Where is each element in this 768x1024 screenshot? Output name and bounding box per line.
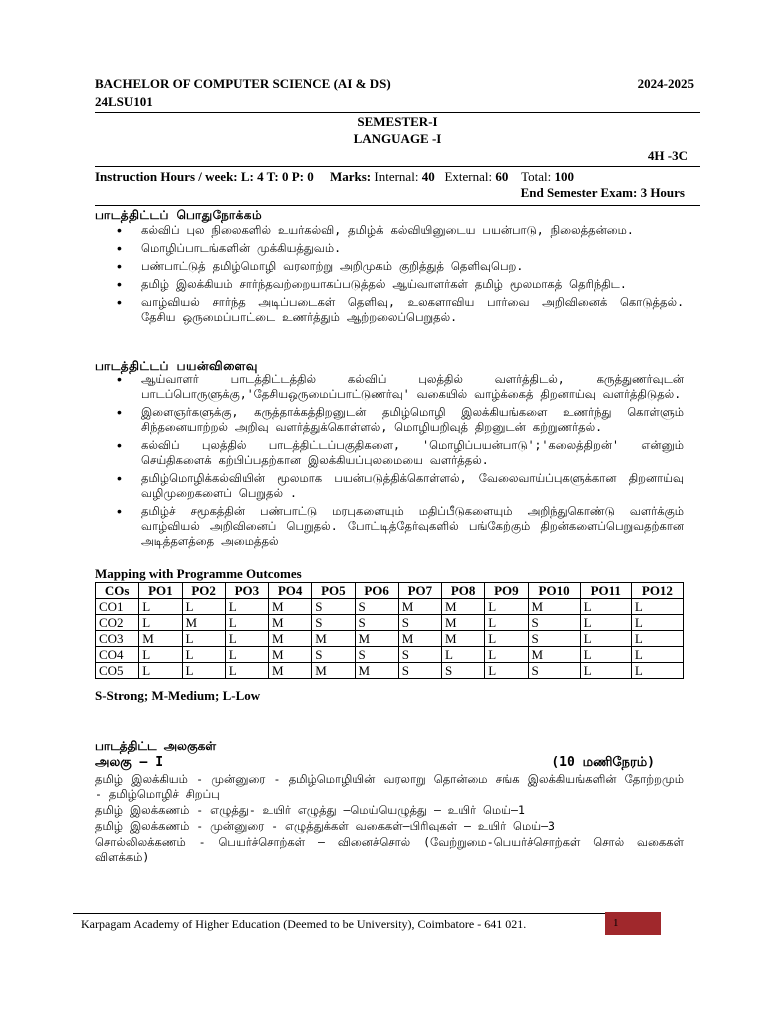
footer-institution: Karpagam Academy of Higher Education (Deemed to be University), Coimbatore - 641 021. bbox=[81, 917, 527, 931]
mapping-cell: S bbox=[528, 615, 580, 631]
objectives-title: பாடத்திட்டப் பொதுநோக்கம் bbox=[95, 208, 263, 222]
academic-year: 2024-2025 bbox=[637, 76, 694, 91]
mapping-cell: M bbox=[528, 599, 580, 615]
mapping-cell: M bbox=[442, 599, 485, 615]
mapping-body bbox=[96, 599, 684, 679]
mapping-title: Mapping with Programme Outcomes bbox=[95, 566, 302, 581]
mapping-cell: L bbox=[485, 615, 528, 631]
course-code: 24LSU101 bbox=[95, 94, 153, 109]
mapping-column-header: PO12 bbox=[631, 583, 683, 599]
instruction-top-divider bbox=[95, 166, 700, 167]
mapping-cell: L bbox=[485, 663, 528, 679]
mapping-cell: L bbox=[485, 647, 528, 663]
mapping-cell: M bbox=[269, 663, 312, 679]
table-row bbox=[96, 663, 684, 679]
mapping-cell: L bbox=[225, 631, 268, 647]
program-title: BACHELOR OF COMPUTER SCIENCE (AI & DS) bbox=[95, 76, 391, 91]
mapping-cell: S bbox=[355, 599, 398, 615]
instruction-hours: Instruction Hours / week: L: 4 T: 0 P: 0 bbox=[95, 169, 314, 184]
syllabus-title: பாடத்திட்ட அலகுகள் bbox=[95, 739, 217, 753]
outcome-item: • ஆய்வாளர் பாடத்திட்டத்தில் கல்விப் புலத்தில் வளர்த்திடல், கருத்துணர்வுடன் பாடப்பொருளுக்கு,'தேசியஒருமைப்பாட்டுணர்வு' வகையில் வாழ்க்கைத் திறனாய்வு வளர்த்திடுதல். bbox=[117, 372, 684, 402]
objective-item: • பண்பாட்டுத் தமிழ்மொழி வரலாற்று அறிமுகம் குறித்துத் தெளிவுபெற. bbox=[117, 259, 684, 274]
mapping-cell: S bbox=[528, 631, 580, 647]
mapping-cell: L bbox=[225, 647, 268, 663]
unit-line: தமிழ் இலக்கணம் - எழுத்து- உயிர் எழுத்து –மெய்யெழுத்து – உயிர் மெய்–1 bbox=[95, 803, 525, 817]
unit-line: சொல்லிலக்கணம் - பெயர்ச்சொற்கள் – வினைச்சொல் (வேற்றுமை-பெயர்ச்சொற்கள் சொல் வகைகள் விளக்கம்) bbox=[95, 835, 684, 864]
mapping-column-header: PO9 bbox=[485, 583, 528, 599]
outcome-item: • இளைஞர்களுக்கு, கருத்தாக்கத்திறனுடன் தமிழ்மொழி இலக்கியங்களை உணர்ந்து கொள்ளும் சிந்தனையாற்றல் அறிவு வளர்த்துக்கொள்ளல், மொழியறிவுத் திறனுடன் கற்றுணர்தல். bbox=[117, 405, 684, 435]
mapping-cell: L bbox=[139, 615, 182, 631]
co-label-cell: CO3 bbox=[96, 631, 139, 647]
mapping-cell: M bbox=[139, 631, 182, 647]
header-divider bbox=[95, 112, 700, 113]
mapping-cell: S bbox=[442, 663, 485, 679]
mapping-cell: M bbox=[442, 615, 485, 631]
internal-value: 40 bbox=[421, 169, 435, 184]
mapping-cell: M bbox=[269, 631, 312, 647]
mapping-cell: L bbox=[631, 663, 683, 679]
mapping-header-row bbox=[96, 583, 684, 599]
footer-divider bbox=[73, 913, 660, 914]
mapping-cell: L bbox=[182, 647, 225, 663]
mapping-cell: M bbox=[398, 631, 441, 647]
mapping-cell: L bbox=[225, 615, 268, 631]
mapping-cell: L bbox=[139, 663, 182, 679]
co-label-cell: CO5 bbox=[96, 663, 139, 679]
page-number: 1 bbox=[605, 912, 661, 935]
mapping-cell: S bbox=[398, 615, 441, 631]
mapping-cell: L bbox=[139, 647, 182, 663]
mapping-column-header: PO10 bbox=[528, 583, 580, 599]
mapping-cell: L bbox=[182, 599, 225, 615]
mapping-column-header: PO4 bbox=[269, 583, 312, 599]
internal-label: Internal: bbox=[374, 169, 419, 184]
mapping-column-header: PO3 bbox=[225, 583, 268, 599]
outcome-item: • தமிழ்மொழிக்கல்வியின் மூலமாக பயன்படுத்திக்கொள்ளல், வேலைவாய்ப்புகளுக்கான திறனாய்வு வழிமுறைகளைப் பெறுதல் . bbox=[117, 471, 684, 501]
external-value: 60 bbox=[495, 169, 509, 184]
mapping-column-header: PO7 bbox=[398, 583, 441, 599]
outcomes-list bbox=[117, 372, 684, 552]
mapping-column-header: PO8 bbox=[442, 583, 485, 599]
marks-label: Marks: bbox=[329, 169, 372, 184]
objective-item: • கல்விப் புல நிலைகளில் உயர்கல்வி, தமிழ்க் கல்வியினுடைய பயன்பாடு, நிலைத்தன்மை. bbox=[117, 223, 684, 238]
mapping-cell: S bbox=[398, 663, 441, 679]
unit-hours: (10 மணிநேரம்) bbox=[551, 755, 655, 770]
unit-line: தமிழ் இலக்கணம் - முன்னுரை - எழுத்துக்கள் வகைகள்–பிரிவுகள் – உயிர் மெய்–3 bbox=[95, 819, 555, 833]
mapping-cell: L bbox=[580, 663, 631, 679]
mapping-cell: M bbox=[312, 663, 355, 679]
mapping-table bbox=[95, 582, 684, 679]
mapping-cell: L bbox=[631, 647, 683, 663]
mapping-cell: M bbox=[269, 647, 312, 663]
mapping-cell: S bbox=[312, 647, 355, 663]
mapping-cell: M bbox=[312, 631, 355, 647]
mapping-cell: L bbox=[225, 663, 268, 679]
objective-item: • தமிழ் இலக்கியம் சார்ந்தவற்றையாகப்படுத்தல் ஆய்வாளர்கள் தமிழ் மூலமாகத் தெரிந்திட. bbox=[117, 277, 684, 292]
mapping-cell: L bbox=[182, 631, 225, 647]
mapping-column-header: PO11 bbox=[580, 583, 631, 599]
instruction-line bbox=[95, 169, 574, 185]
mapping-column-header: PO2 bbox=[182, 583, 225, 599]
exam-duration: End Semester Exam: 3 Hours bbox=[520, 185, 685, 200]
mapping-cell: S bbox=[312, 599, 355, 615]
mapping-cell: L bbox=[485, 631, 528, 647]
unit-heading bbox=[95, 755, 700, 771]
table-row bbox=[96, 631, 684, 647]
unit-line: தமிழ் இலக்கியம் - முன்னுரை - தமிழ்மொழியின் வரலாறு தொன்மை சங்க இலக்கியங்களின் தோற்றமும் - தமிழ்மொழிச் சிறப்பு bbox=[95, 772, 684, 801]
total-value: 100 bbox=[554, 169, 574, 184]
objective-item: • வாழ்வியல் சார்ந்த அடிப்படைகள் தெளிவு, உலகளாவிய பார்வை அறிவினைக் கொடுத்தல். தேசிய ஒருமைப்பாட்டை உணர்த்தும் ஆற்றலைப்பெறுதல். bbox=[117, 295, 684, 325]
objectives-list bbox=[117, 223, 684, 328]
mapping-cell: S bbox=[312, 615, 355, 631]
mapping-column-header: COs bbox=[96, 583, 139, 599]
instruction-bottom-divider bbox=[95, 205, 700, 206]
mapping-column-header: PO5 bbox=[312, 583, 355, 599]
mapping-cell: S bbox=[355, 647, 398, 663]
mapping-column-header: PO1 bbox=[139, 583, 182, 599]
mapping-cell: L bbox=[580, 647, 631, 663]
course-title: LANGUAGE -I bbox=[353, 131, 442, 146]
mapping-column-header: PO6 bbox=[355, 583, 398, 599]
mapping-cell: L bbox=[631, 631, 683, 647]
mapping-cell: L bbox=[580, 599, 631, 615]
external-label: External: bbox=[444, 169, 493, 184]
mapping-cell: L bbox=[139, 599, 182, 615]
co-label-cell: CO4 bbox=[96, 647, 139, 663]
mapping-cell: S bbox=[398, 647, 441, 663]
objective-item: • மொழிப்பாடங்களின் முக்கியத்துவம். bbox=[117, 241, 684, 256]
mapping-cell: S bbox=[355, 615, 398, 631]
mapping-cell: L bbox=[225, 599, 268, 615]
mapping-cell: M bbox=[355, 663, 398, 679]
mapping-legend: S-Strong; M-Medium; L-Low bbox=[95, 688, 261, 703]
mapping-cell: M bbox=[182, 615, 225, 631]
mapping-cell: L bbox=[580, 615, 631, 631]
mapping-cell: M bbox=[398, 599, 441, 615]
total-label: Total: bbox=[521, 169, 552, 184]
mapping-cell: L bbox=[580, 631, 631, 647]
mapping-cell: M bbox=[442, 631, 485, 647]
table-row bbox=[96, 647, 684, 663]
mapping-cell: M bbox=[355, 631, 398, 647]
mapping-cell: M bbox=[269, 615, 312, 631]
mapping-cell: M bbox=[528, 647, 580, 663]
table-row bbox=[96, 599, 684, 615]
mapping-cell: S bbox=[528, 663, 580, 679]
mapping-cell: L bbox=[442, 647, 485, 663]
semester-label: SEMESTER-I bbox=[357, 114, 438, 129]
mapping-cell: L bbox=[631, 615, 683, 631]
co-label-cell: CO2 bbox=[96, 615, 139, 631]
mapping-cell: L bbox=[631, 599, 683, 615]
mapping-cell: M bbox=[269, 599, 312, 615]
table-row bbox=[96, 615, 684, 631]
outcomes-title: பாடத்திட்டப் பயன்விளைவு bbox=[95, 359, 258, 373]
outcome-item: • தமிழ்ச் சமூகத்தின் பண்பாட்டு மரபுகளையும் மதிப்பீடுகளையும் அறிந்துகொண்டு வளர்க்கும் வாழ்வியல் அறிவினைப் பெறுதல். போட்டித்தேர்வுகளில் பங்கேற்கும் திறன்களைப்பெறுவதற்கான அடித்தளத்தை அமைத்தல் bbox=[117, 504, 684, 549]
mapping-cell: L bbox=[485, 599, 528, 615]
unit-label: அலகு – I bbox=[95, 755, 164, 770]
mapping-cell: L bbox=[182, 663, 225, 679]
hours-credits: 4H -3C bbox=[647, 148, 688, 163]
unit-content bbox=[95, 772, 684, 866]
co-label-cell: CO1 bbox=[96, 599, 139, 615]
outcome-item: • கல்விப் புலத்தில் பாடத்திட்டப்பகுதிகளை, 'மொழிப்பயன்பாடு';'கலைத்திறன்' என்னும் செய்திகளைக் கற்பிப்பதற்கான இலக்கியப்புலமையை வளர்த்தல். bbox=[117, 438, 684, 468]
